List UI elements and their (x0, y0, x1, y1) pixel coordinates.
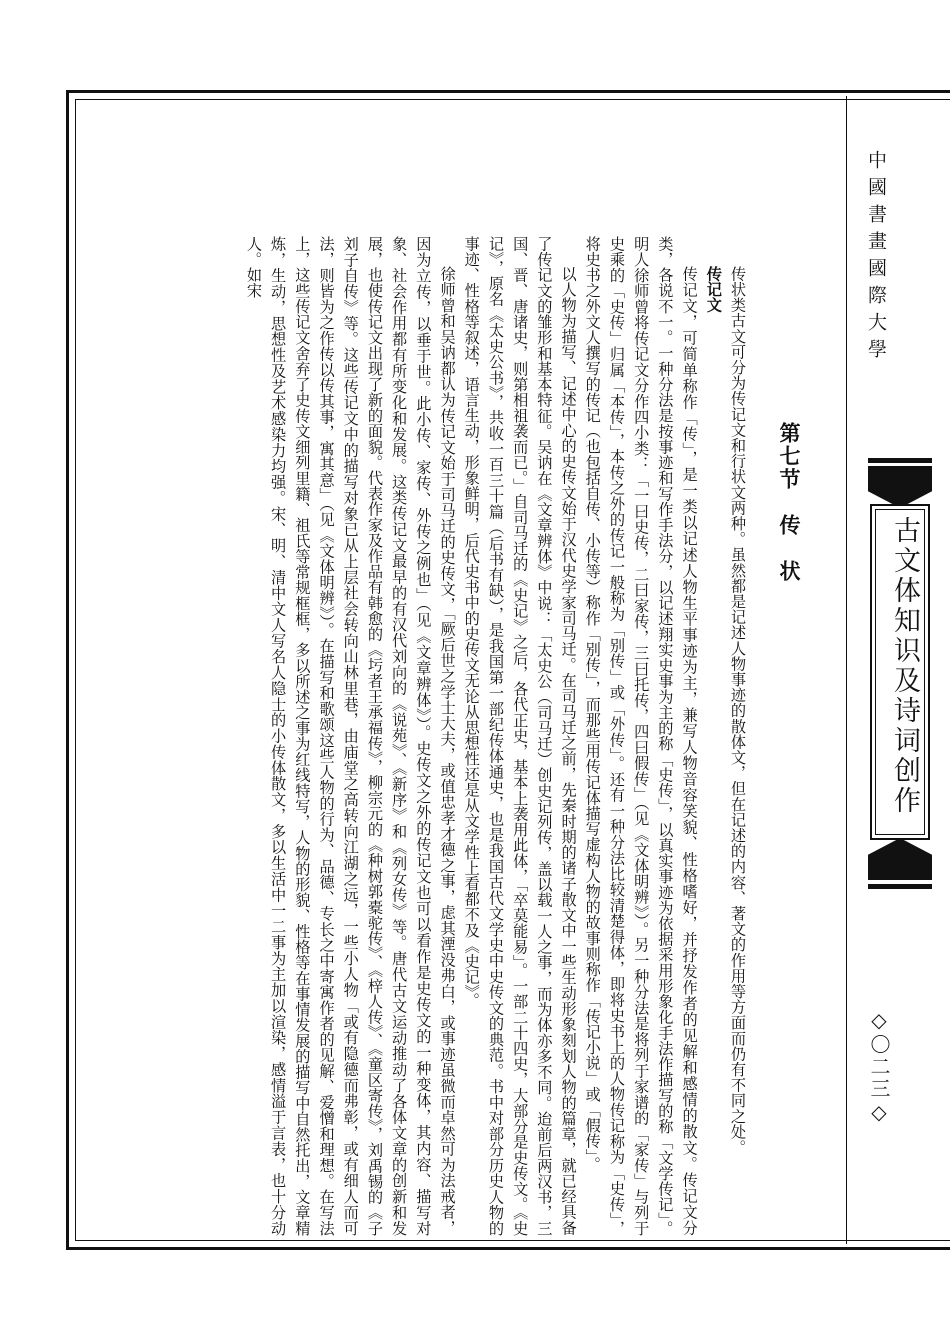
paragraph-3: 徐师曾和吴讷都认为传记文始于司马迁的史传文，「厥后世之学士大夫，或值忠孝才德之事，虑其湮没弗白，或事迹虽微而卓然可为法戒者，因为立传，以垂于世。此小传、家传、外传之例也」（见《文章辨体》）。史传文之外的传记文也可以看作是史传文的一种变体，其内容、描写对象、社会作用都有所变化和发展。这类传记文最早的有汉代刘向的《说苑》、《新序》和《列女传》等。唐代古文运动推动了各体文章的创新和发展，也使传记文出现了新的面貌。代表作家及作品有韩愈的《圬者王承福传》，柳宗元的《种树郭橐驼传》、《梓人传》、《童区寄传》，刘禹锡的《子刘子自传》等。这些传记文中的描写对象已从上层社会转向山林里巷，由庙堂之高转向江湖之远，一些小人物「或有隐德而弗彰，或有细人而可法，则皆为之作传以传其事，寓其意」（见《文体明辨》）。在描写和歌颂这些人物的行为、品德、专长之中寄寓作者的见解、爱憎和理想。在写法上，这些传记文舍弃了史传文细列里籍、祖氏等常规框框，多以所述之事为红线特写，人物的形貌、性格等在事情发展的描写中自然托出，文章精炼，生动，思想性及艺术感染力均强。宋、明、清中文人写名人隐士的小传体散文，多以生活中一二事为主加以渲染，感情溢于言表，也十分动人。如宋 (244, 236, 457, 1236)
page-number: ◇〇二三◇ (867, 1008, 891, 1126)
margin-divider (846, 96, 847, 1244)
paragraph-1: 传记文，可简单称作「传」，是一类以记述人物生平事迹为主，兼写人物音容笑貌、性格嗜好，并抒发作者的见解和感情的散文。传记文分类，各说不一。一种分法是按事迹和写作手法分，以记述翔实史事为主的称「史传」，以真实事迹为依据采用形象化手法作描写的称「文学传记」。明人徐师曾将传记文分作四小类：「一曰史传，二曰家传，三曰托传，四曰假传」（见《文体明辨》）。另一种分法是将列于家谱的「家传」与列于史乘的「史传」归属「本传」，本传之外的传记一般称为「别传」或「外传」。还有一种分法比较清楚得体，即将史书上的人物传记称为「史传」，将史书之外文人撰写的传记（也包括自传、小传等）称作「别传」，而那些用传记体描写虚构人物的故事则称作「传记小说」或「假传」。 (583, 236, 699, 1236)
banner-top-cap (868, 466, 932, 508)
banner-bottom-cap (868, 838, 932, 880)
banner-bottom-rule (868, 884, 932, 889)
book-title-banner (866, 458, 934, 890)
paragraph-2: 以人物为描写、记述中心的史传文始于汉代史学家司马迁。在司马迁之前，先秦时期的诸子散文中一些生动形象刻划人物的篇章，就已经具备了传记文的雏形和基本特征。吴讷在《文章辨体》中说：「太史公（司马迁）创史记列传，盖以载一人之事，而为体亦多不同。迨前后两汉书，三国、晋、唐诸史，则第相祖袭而已。」自司马迁的《史记》之后，各代正史，基本上袭用此体，「卒莫能易」。一部二十四史，大部分是史传文。《史记》，原名《太史公书》，共收一百三十篇（后书有缺），是我国第一部纪传体通史，也是我国古代文学史中史传文的典范。书中对部分历史人物的事迹、性格等叙述，语言生动，形象鲜明，后代史书中的史传文无论从思想性还是从文学性上看都不及《史记》。 (462, 236, 578, 1236)
book-title: 古文体知识及诗词创作 (889, 516, 920, 816)
section-title: 第七节 传 状 (777, 422, 801, 583)
subheading: 传记文 (704, 266, 723, 314)
intro-paragraph: 传状类古文可分为传记文和行状文两种。虽然都是记述人物事迹的散体文，但在记述的内容、著文的作用等方面而仍有不同之处。 (729, 266, 747, 1156)
banner-top-rule (868, 458, 932, 463)
school-name: 中國書畫國際大學 (865, 150, 887, 366)
book-title-box (870, 504, 930, 840)
body-text (150, 236, 750, 1236)
